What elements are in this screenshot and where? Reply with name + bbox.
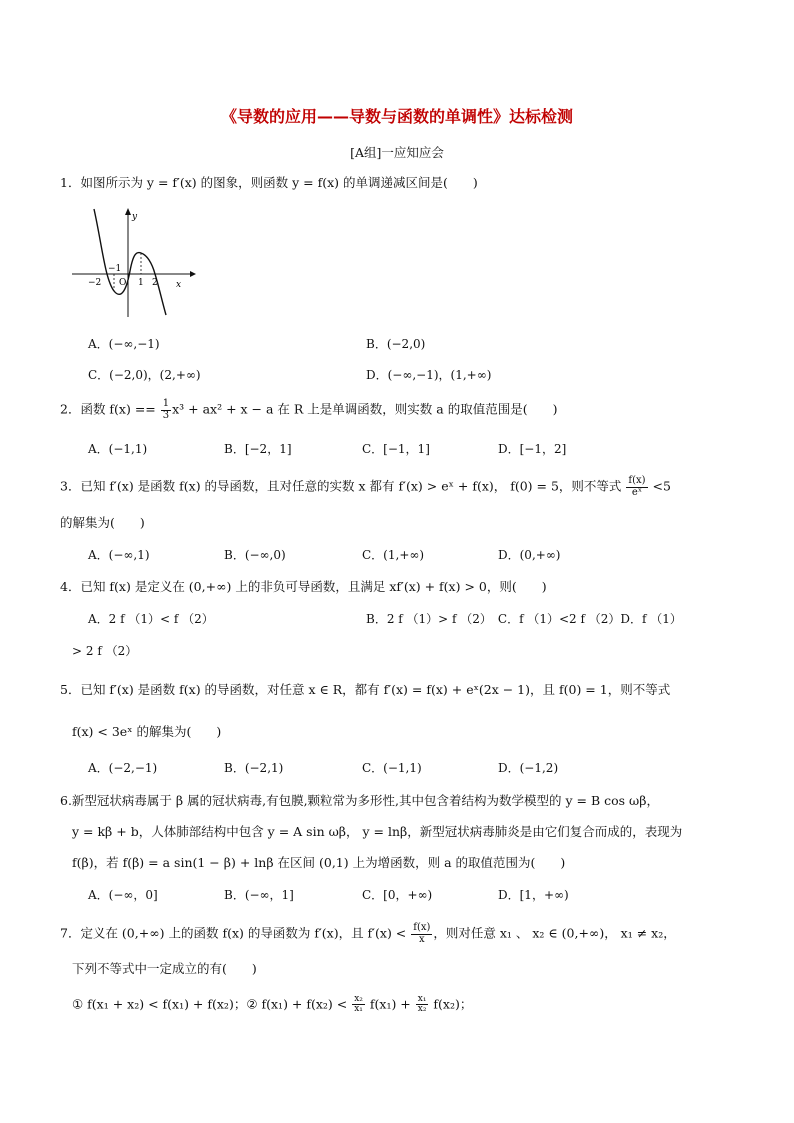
question-6: 6.新型冠状病毒属于 β 属的冠状病毒,有包膜,颗粒常为多形性,其中包含着结构为数学模型的 y = B cos ωβ， — [60, 793, 659, 808]
q6-option-d[interactable]: D．[1，+∞) — [498, 888, 569, 902]
question-7-statements: ① f(x₁ + x₂) < f(x₁) + f(x₂)；② f(x₁) + f(x₂) < $\frac{\text{x₂}}{\text{x₁}}$ f(x₁) + $\frac{\text{x₁}}{\text{x₂}}$ f(x₂)； — [72, 994, 473, 1015]
tick-2: 2 — [152, 278, 158, 288]
q6-option-b[interactable]: B．(−∞，1] — [224, 888, 294, 902]
question-6-line2: y = kβ + b，人体肺部结构中包含 y = A sin ωβ， y = lnβ，新型冠状病毒肺炎是由它们复合而成的，表现为 — [72, 824, 683, 839]
section-heading: [A组]一应知应会 — [350, 145, 444, 160]
q2-option-b[interactable]: B．[−2，1] — [224, 442, 292, 456]
question-7: 7．定义在 (0,+∞) 上的函数 f(x) 的导函数为 f′(x)，且 f′(x) < $\frac{f(x)}{x}$ ，则对任意 x₁ 、 x₂ ∈ (0,+∞)， x₁ ≠ x₂， — [60, 922, 676, 945]
question-1: 1．如图所示为 y = f′(x) 的图象，则函数 y = f(x) 的单调递减区间是( ) — [60, 175, 478, 190]
tick-1: 1 — [138, 278, 144, 288]
q4-option-bcd[interactable]: B．2 f （1）> f （2） C．f （1）<2 f （2）D．f （1） — [366, 612, 682, 626]
q5-option-b[interactable]: B．(−2,1) — [224, 761, 284, 775]
q3-option-b[interactable]: B．(−∞,0) — [224, 548, 286, 562]
question-6-line3: f(β)，若 f(β) = a sin(1 − β) + lnβ 在区间 (0,1) 上为增函数，则 a 的取值范围为( ) — [72, 855, 566, 870]
q3-option-a[interactable]: A．(−∞,1) — [88, 548, 150, 562]
y-label: y — [132, 212, 138, 222]
question-3: 3．已知 f′(x) 是函数 f(x) 的导函数，且对任意的实数 x 都有 f′(x) > eˣ + f(x)， f(0) = 5，则不等式 $\frac{f(x)}{\text{eˣ}}$ <5 — [60, 475, 671, 498]
q1-option-c[interactable]: C．(−2,0)，(2,+∞) — [88, 368, 201, 382]
question-4: 4．已知 f(x) 是定义在 (0,+∞) 上的非负可导函数，且满足 xf′(x) + f(x) > 0，则( ) — [60, 579, 547, 594]
q5-option-d[interactable]: D．(−1,2) — [498, 761, 559, 775]
curve — [94, 209, 166, 315]
question-3-cont: 的解集为( ) — [60, 515, 145, 530]
derivative-graph — [72, 205, 202, 320]
q2-option-a[interactable]: A．(−1,1) — [88, 442, 148, 456]
q5-option-c[interactable]: C．(−1,1) — [362, 761, 422, 775]
question-5: 5．已知 f′(x) 是函数 f(x) 的导函数，对任意 x ∈ R，都有 f′(x) = f(x) + eˣ(2x − 1)，且 f(0) = 1，则不等式 — [60, 682, 671, 697]
origin-label: O — [119, 278, 127, 288]
q6-option-a[interactable]: A．(−∞，0] — [88, 888, 158, 902]
q1-option-a[interactable]: A．(−∞,−1) — [88, 337, 160, 351]
y-axis-arrow — [125, 208, 131, 215]
q2-option-c[interactable]: C．[−1，1] — [362, 442, 430, 456]
x-axis-arrow — [190, 271, 196, 277]
q2-option-d[interactable]: D．[−1，2] — [498, 442, 567, 456]
q3-option-d[interactable]: D．(0,+∞) — [498, 548, 561, 562]
q6-option-c[interactable]: C．[0，+∞) — [362, 888, 433, 902]
question-2: 2．函数 f(x) == $\frac{1}{3}$ x³ + ax² + x − a 在 R 上是单调函数，则实数 a 的取值范围是( ) — [60, 398, 558, 421]
question-5-cont: f(x) < 3eˣ 的解集为( ) — [72, 724, 222, 739]
q1-option-d[interactable]: D．(−∞,−1)，(1,+∞) — [366, 368, 492, 382]
tick-minus2: −2 — [88, 278, 102, 288]
q4-option-d-cont: > 2 f （2） — [72, 644, 138, 658]
q1-option-b[interactable]: B．(−2,0) — [366, 337, 426, 351]
tick-minus1: −1 — [108, 264, 122, 274]
q3-option-c[interactable]: C．(1,+∞) — [362, 548, 425, 562]
q5-option-a[interactable]: A．(−2,−1) — [88, 761, 158, 775]
question-7-cont: 下列不等式中一定成立的有( ) — [72, 961, 257, 976]
page-title: 《导数的应用——导数与函数的单调性》达标检测 — [220, 107, 573, 126]
q4-option-a[interactable]: A．2 f （1）< f （2） — [88, 612, 214, 626]
x-label: x — [176, 280, 182, 290]
